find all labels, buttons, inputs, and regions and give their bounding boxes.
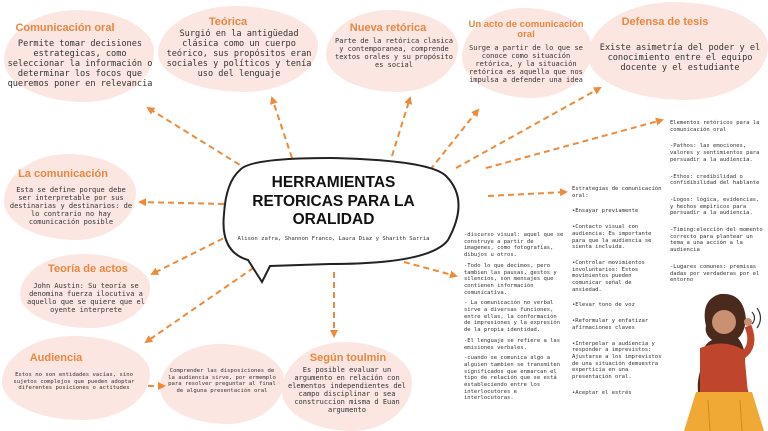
la-comunicacion-text: Esta se define porque debe ser interpretable por sus destinarias y destinarios: de lo contrario no hay comunicación posible xyxy=(9,186,133,227)
list-item: •Ensayar previamente xyxy=(572,208,639,215)
central-topic xyxy=(226,160,441,260)
central-title: HERRAMIENTAS RETORICAS PARA LA ORALIDAD xyxy=(252,174,415,229)
list-item: -Logos: lógica, evidencias, y hechos empíricos para persuadir a la audiencia. xyxy=(670,196,760,217)
list-item: Estrategias de comunicación oral: xyxy=(572,186,662,199)
list-item: •Aceptar el estrés xyxy=(572,389,632,396)
audiencia-text: Estos no son entidades vacías, sino sujetos complejos que pueden adoptar diferentes posiciones o actitudes xyxy=(13,372,135,392)
list-item: - La comunicación no verbal sirve a diversas funciones, entre ellas, la conformación de impresiones y la expresión de la propia identidad. xyxy=(464,300,561,334)
central-authors: Alison zafra, Shannon Franco, Laura Diaz y Sharith Sarria xyxy=(237,236,430,242)
column-estrategias xyxy=(572,186,664,400)
arrow-to-teoria-actos xyxy=(152,234,232,274)
list-item: •Reformular y enfatizar afirmaciones claves xyxy=(572,318,649,331)
arrow-to-estrategias xyxy=(488,192,566,196)
list-item: -El lenguaje se refiere a las emisiones verbales. xyxy=(464,337,561,351)
audiencia-title: Audiencia xyxy=(29,352,83,364)
arrow-to-elementos xyxy=(486,120,662,168)
arrow-to-audiencia xyxy=(146,262,262,342)
acto-comunicacion-text: Surge a partir de lo que se conoce como situación retórica, y la situación retórica es aquella que nos impulsa a defender una idea xyxy=(469,44,583,85)
comunicacion-oral-text: Permite tomar decisiones estrategicas, como seleccionar la información o determinar los focos que queremos poner en relevancia xyxy=(7,39,153,89)
defensa-tesis-text: Existe asimetría del poder y el conocimiento entre el equipo docente y el estudiante xyxy=(599,43,761,73)
column-discurso xyxy=(464,232,564,402)
toulmin-title: Según toulmin xyxy=(309,352,387,364)
list-item: Elementos retóricos para la comunicación oral xyxy=(670,120,760,133)
teorica-title: Teórica xyxy=(208,16,248,28)
list-item: -Pathos: las emociones, valores y sentimientos para persuadir a la audiencia. xyxy=(670,143,760,163)
list-item: -Lugares comunes: premisas dadas por verdaderas por el entorno xyxy=(670,263,760,284)
nueva-retorica-text: Parte de la retórica clasica y contemporanea, comprende textos orales y su propósito es social xyxy=(334,37,453,70)
teoria-actos-text: John Austin: Su teoría se denomina fuerza ilocutiva a aquello que se quiere que el oyente interprete xyxy=(26,282,145,315)
nueva-retorica-title: Nueva retórica xyxy=(349,22,427,34)
list-item: •Elevar tono de voz xyxy=(572,302,635,309)
acto-comunicacion-title: Un acto de comunicación oral xyxy=(468,19,584,40)
list-item: •Controlar movimientos involuntarios: Estos movimientos pueden comunicar señal de ansiedad. xyxy=(572,259,645,293)
teoria-actos-title: Teoría de actos xyxy=(48,263,128,275)
toulmin-text: Es posible evaluar un argumento en relación con elementos independientes del campo disciplinar o sea construccion misma d Euan argumento xyxy=(287,366,406,415)
list-item: -Todo lo que decimos, pero tambien las pausas, gestos y silencios, son mensajes que contienen información comunicativa. xyxy=(464,262,557,296)
defensa-tesis-title: Defensa de tesis xyxy=(621,16,709,28)
arrow-to-nueva-retorica xyxy=(392,98,410,156)
teorica-text: Surgió en la antigüedad clásica como un cuerpo teórico, sus propósitos eran sociales y políticos y tenía uso del lenguaje xyxy=(166,29,312,79)
arrow-to-la-comunicacion xyxy=(140,202,224,204)
list-item: -cuando se comunica algo a alguien tambien se transmiten significados que enmarcan el tipo de relación que se está estableciendo entre los interlocutores e interlocutoras. xyxy=(464,355,561,402)
arrow-to-discurso xyxy=(404,262,456,276)
list-item: •Contacto visual con audiencia: Es importante para que la audiencia se sienta incluida. xyxy=(572,224,652,251)
speaking-woman-illustration xyxy=(684,294,764,431)
column-elementos xyxy=(670,120,764,288)
list-item: -Ethos: credibilidad o confidibilidad del hablante xyxy=(670,173,760,187)
comunicacion-oral-title: Comunicación oral xyxy=(15,22,115,34)
la-comunicacion-title: La comunicación xyxy=(18,168,108,180)
list-item: •Interpelar a audiencia y responder a imprevistos: Ajustarse a los imprevistos de una situación demuestra experticia en una presentación oral. xyxy=(572,340,662,381)
arrow-to-teorica xyxy=(272,98,292,158)
list-item: -discurso visual: aquel que se construye a partir de imagenes, como fotografías, dibujos u otros. xyxy=(464,232,564,259)
list-item: -Timing:elección del momento correcto para plantear un tema a una acción a la audiencia xyxy=(670,227,763,254)
disposiciones-text: Comprender las disposiciones de la audiencia sirve, por ermemplo para resolver preguntar al final de alguna presentación oral xyxy=(168,368,276,395)
